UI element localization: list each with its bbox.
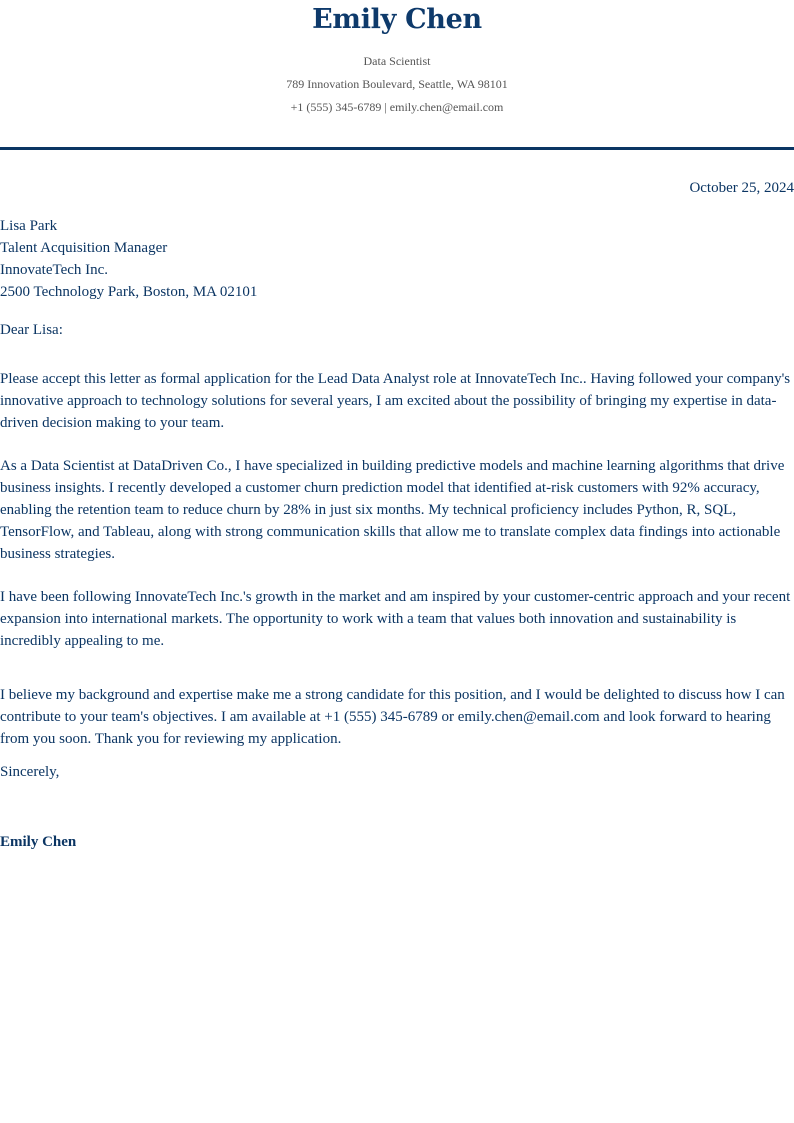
body-paragraph-intro: Please accept this letter as formal application for the Lead Data Analyst role at InnovateTech Inc.. Having followed your company's innovative approach to technology solutions for several years, I am excited about the possibility of bringing my expertise in data-driven decision making to your team.: [0, 371, 791, 431]
recipient-address: 2500 Technology Park, Boston, MA 02101: [0, 284, 258, 300]
recipient-title: Talent Acquisition Manager: [0, 240, 168, 256]
recipient-block: [0, 215, 257, 303]
sender-name: Emily Chen: [312, 4, 482, 35]
body-paragraph-experience: As a Data Scientist at DataDriven Co., I have specialized in building predictive models and machine learning algorithms that drive business insights. I recently developed a customer churn prediction model that identified at-risk customers with 92% accuracy, enabling the retention team to reduce churn by 28% in just six months. My technical proficiency includes Python, R, SQL, TensorFlow, and Tableau, along with strong communication skills that allow me to translate complex data findings into actionable business strategies.: [0, 458, 785, 562]
body-paragraph-company: I have been following InnovateTech Inc.'s growth in the market and am inspired by your customer-centric approach and your recent expansion into international markets. The opportunity to work with a team that values both innovation and sustainability is incredibly appealing to me.: [0, 589, 791, 649]
sender-title: Data Scientist: [363, 54, 431, 68]
sender-contact: +1 (555) 345-6789 | emily.chen@email.com: [290, 100, 504, 114]
recipient-name: Lisa Park: [0, 218, 58, 234]
header-divider: [0, 147, 794, 150]
salutation: Dear Lisa:: [0, 322, 63, 338]
letterhead: [0, 0, 794, 119]
signature-name: Emily Chen: [0, 834, 77, 850]
letter-date: October 25, 2024: [689, 180, 794, 196]
closing-phrase: Sincerely,: [0, 764, 60, 780]
sender-address: 789 Innovation Boulevard, Seattle, WA 98101: [286, 77, 508, 91]
body-paragraph-closing: I believe my background and expertise make me a strong candidate for this position, and I would be delighted to discuss how I can contribute to your team's objectives. I am available at +1 (555) 345-6789 or emily.chen@email.com and look forward to hearing from you soon. Thank you for reviewing my application.: [0, 687, 785, 747]
recipient-company: InnovateTech Inc.: [0, 262, 109, 278]
